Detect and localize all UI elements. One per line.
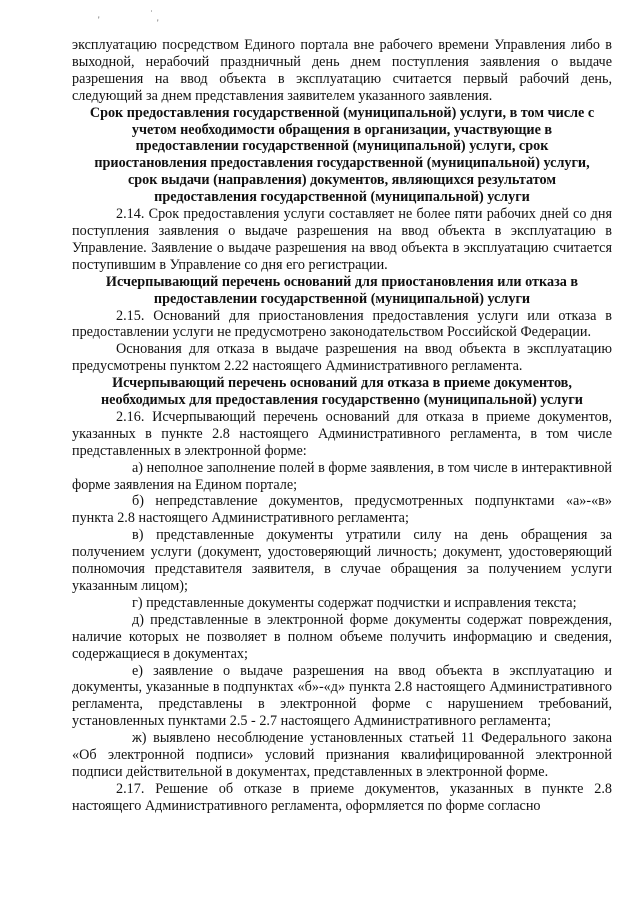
- paragraph-intro: эксплуатацию посредством Единого портала вне рабочего времени Управления либо в выходной, нерабочий праздничный день днем поступления заявления о выдаче разрешения на ввод объекта в эксплуатацию считается первый рабочий день, следующий за днем представления заявителем указанного заявления.: [72, 37, 612, 104]
- paragraph-osnovaniya-otkaza: Основания для отказа в выдаче разрешения на ввод объекта в эксплуатацию предусмотрены пунктом 2.22 настоящего Административного регламента.: [72, 341, 612, 375]
- list-item-v: в) представленные документы утратили силу на день обращения за получением услуги (документ, удостоверяющий личность; документ, удостоверяющий полномочия представителя заявителя, в случае обращения за получением услуги указанным лицом);: [72, 527, 612, 594]
- list-item-e: е) заявление о выдаче разрешения на ввод объекта в эксплуатацию и документы, указанные в подпунктах «б»-«д» пункта 2.8 настоящего Административного регламента, представлены в электронной форме с нарушением требований, установленных пунктами 2.5 - 2.7 настоящего Административного регламента;: [72, 662, 612, 730]
- paragraph-2-14: 2.14. Срок предоставления услуги составляет не более пяти рабочих дней со дня поступления заявления о выдаче разрешения на ввод объекта в эксплуатацию в Управление. Заявление о выдаче разрешения на ввод объекта в эксплуатацию считается поступившим в Управление со дня его регистрации.: [72, 206, 612, 273]
- scan-mark: ': [98, 15, 100, 25]
- heading-perechen-priostanovleniya: Исчерпывающий перечень оснований для приостановления или отказа в предоставлении государственной (муниципальной) услуги: [105, 273, 579, 307]
- scan-mark: ˙: [150, 9, 153, 19]
- paragraph-2-16: 2.16. Исчерпывающий перечень оснований для отказа в приеме документов, указанных в пункте 2.8 настоящего Административного регламента, в том числе представленных в электронной форме:: [72, 408, 612, 459]
- list-item-a: а) неполное заполнение полей в форме заявления, в том числе в интерактивной форме заявления на Едином портале;: [72, 459, 612, 493]
- list-item-d: д) представленные в электронной форме документы содержат повреждения, наличие которых не позволяет в полном объеме получить информацию и сведения, содержащиеся в документах;: [72, 611, 612, 662]
- heading-srok: Срок предоставления государственной (муниципальной) услуги, в том числе с учетом необходимости обращения в организации, участвующие в предоставлении государственной (муниципальной) услуги, срок приостановления предоставления государственной (муниципальной) услуги, срок выдачи (направления) документов, являющихся результатом предоставления государственной (муниципальной) услуги: [89, 104, 595, 206]
- list-item-b: б) непредставление документов, предусмотренных подпунктами «а»-«в» пункта 2.8 настоящего Административного регламента;: [72, 493, 612, 527]
- list-item-zh: ж) выявлено несоблюдение установленных статьей 11 Федерального закона «Об электронной подписи» условий признания квалифицированной электронной подписи действительной в документах, представленных в электронной форме.: [72, 730, 612, 780]
- document-page: [72, 37, 612, 815]
- scan-mark: ': [157, 18, 159, 28]
- list-item-g: г) представленные документы содержат подчистки и исправления текста;: [132, 594, 577, 611]
- paragraph-2-15: 2.15. Оснований для приостановления предоставления услуги или отказа в предоставлении услуги не предусмотрено законодательством Российской Федерации.: [72, 307, 612, 341]
- paragraph-2-17: 2.17. Решение об отказе в приеме документов, указанных в пункте 2.8 настоящего Административного регламента, оформляется по форме согласно: [72, 780, 612, 814]
- heading-perechen-otkaza: Исчерпывающий перечень оснований для отказа в приеме документов, необходимых для предоставления государственно (муниципальной) услуги: [101, 375, 583, 409]
